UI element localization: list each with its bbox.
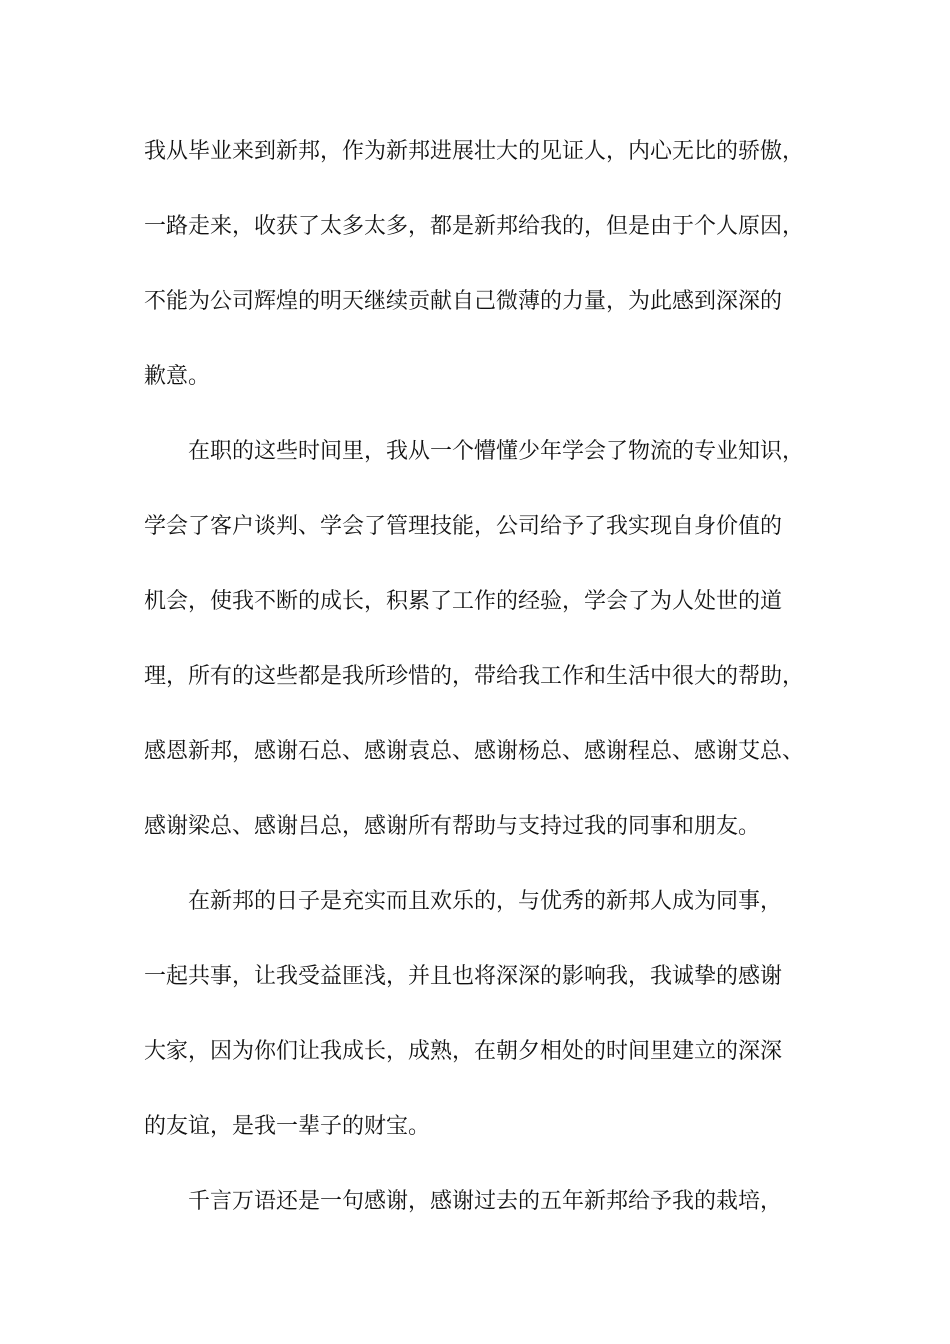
text-line: 理，所有的这些都是我所珍惜的，带给我工作和生活中很大的帮助， [144,664,805,689]
text-line: 机会，使我不断的成长，积累了工作的经验，学会了为人处世的道 [144,589,783,614]
paragraph-first-line: 在职的这些时间里，我从一个懵懂少年学会了物流的专业知识， [188,439,805,464]
text-line: 感恩新邦，感谢石总、感谢袁总、感谢杨总、感谢程总、感谢艾总、 [144,739,805,764]
text-line: 大家，因为你们让我成长，成熟，在朝夕相处的时间里建立的深深 [144,1039,783,1064]
text-line: 我从毕业来到新邦，作为新邦进展壮大的见证人，内心无比的骄傲， [144,139,805,164]
paragraph-first-line: 千言万语还是一句感谢，感谢过去的五年新邦给予我的栽培， [188,1189,783,1214]
text-line: 不能为公司辉煌的明天继续贡献自己微薄的力量，为此感到深深的 [144,289,783,314]
text-line: 感谢梁总、感谢吕总，感谢所有帮助与支持过我的同事和朋友。 [144,814,761,839]
paragraph-first-line: 在新邦的日子是充实而且欢乐的，与优秀的新邦人成为同事， [188,889,783,914]
text-line: 歉意。 [144,364,211,389]
text-line: 学会了客户谈判、学会了管理技能，公司给予了我实现自身价值的 [144,514,783,539]
text-line: 的友谊，是我一辈子的财宝。 [144,1114,431,1139]
text-line: 一路走来，收获了太多太多，都是新邦给我的，但是由于个人原因， [144,214,805,239]
text-line: 一起共事，让我受益匪浅，并且也将深深的影响我，我诚挚的感谢 [144,964,783,989]
